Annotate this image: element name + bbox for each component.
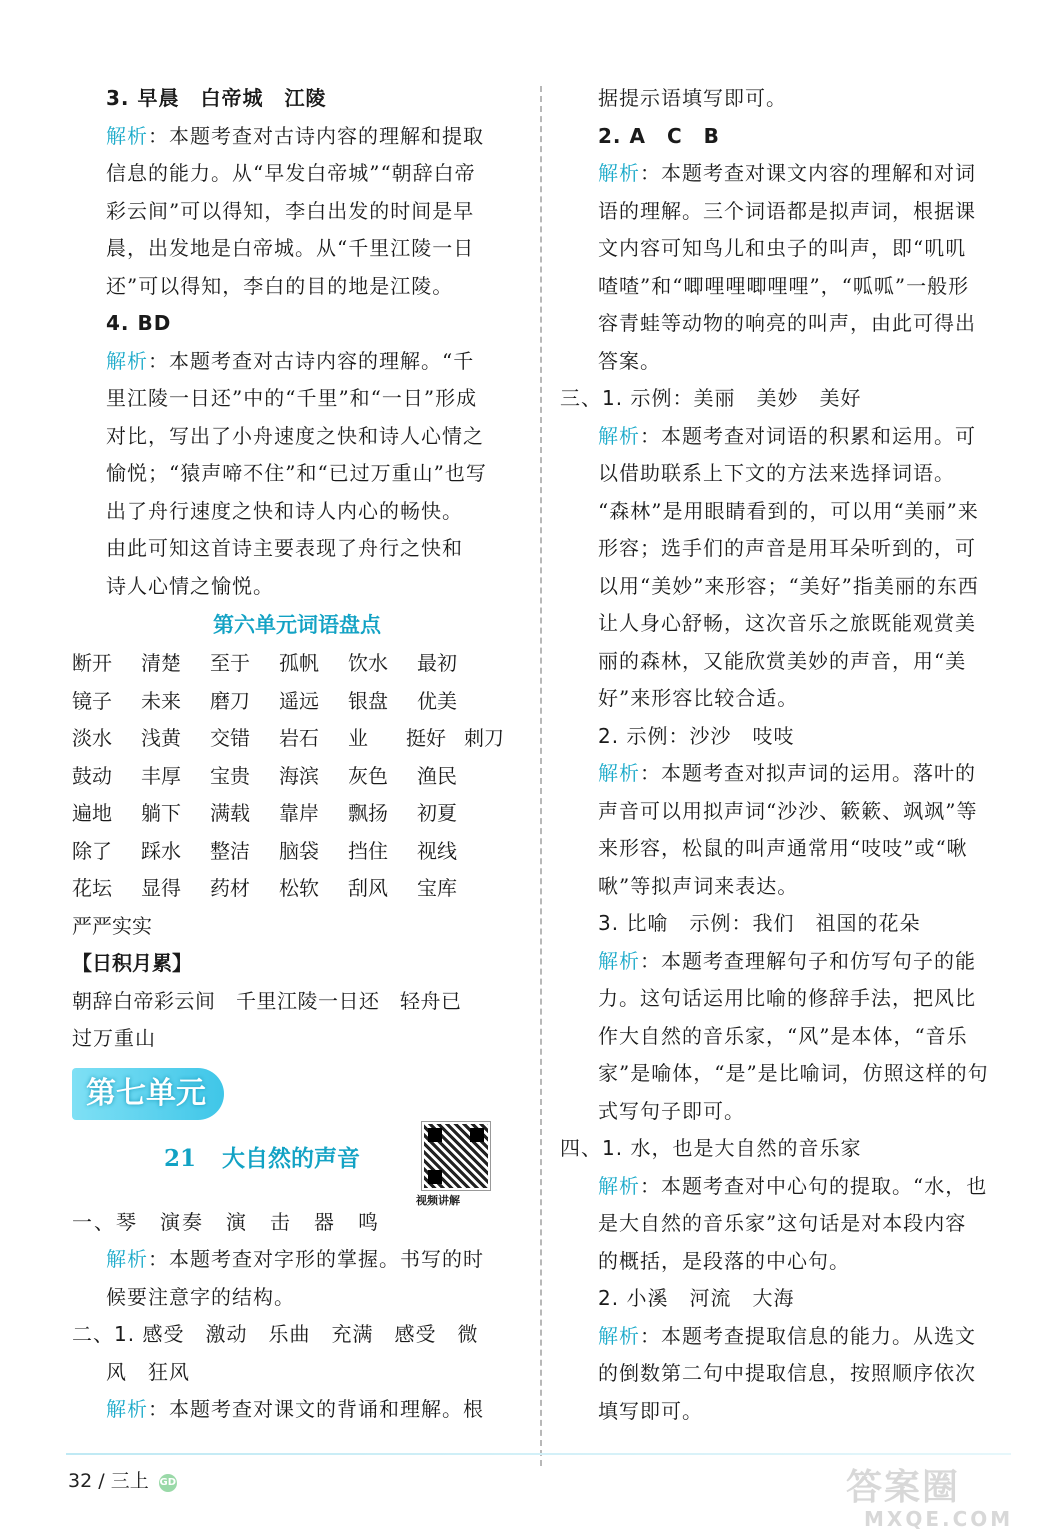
analysis-3-line: 信息的能力。从“早发白帝城”“朝辞白帝 [106,161,476,185]
vocab-word: 丰厚 [141,763,181,788]
analysis-line: 解析：本题考查对中心句的提取。“水，也 [598,1173,988,1198]
vocab-word: 花坛 [72,876,112,900]
analysis-line: 的倒数第二句中提取信息，按照顺序依次 [598,1361,976,1385]
section-1-analysis-line: 解析：本题考查对字形的掌握。书写的时 [106,1247,484,1271]
vocab-word: 镜子 [72,688,112,713]
daily-line: 过万重山 [72,1026,156,1050]
qr-label: 视频讲解 [416,1193,460,1207]
analysis-label: 解析 [106,1247,148,1271]
analysis-4-line: 对比，写出了小舟速度之快和诗人心情之 [106,423,484,448]
vocab-word: 最初 [417,651,457,675]
analysis-4-line: 出了舟行速度之快和诗人内心的畅快。 [106,498,463,523]
vocab-word: 业 [348,726,368,750]
page-number: 32 [68,1470,93,1492]
analysis-line: 语的理解。三个词语都是拟声词，根据课 [598,198,976,223]
analysis-line: 来形容，松鼠的叫声通常用“吱吱”或“啾 [598,836,968,860]
edition-badge-icon: GD [159,1474,177,1492]
unit-banner: 第七单元 [72,1068,224,1120]
vocab-word: 磨刀 [210,688,250,713]
continued-line: 据提示语填写即可。 [598,86,787,110]
analysis-3-line: 还”可以得知，李白的目的地是江陵。 [106,273,454,298]
analysis-line: 式写句子即可。 [598,1098,745,1123]
analysis-label: 解析 [106,1397,148,1421]
section-1-analysis-line: 候要注意字的结构。 [106,1284,295,1309]
vocab-word: 岩石 [279,726,319,750]
left-column [72,80,522,1429]
analysis-line: 让人身心舒畅，这次音乐之旅既能观赏美 [598,611,976,635]
section-3-answer-3: 3. 比喻 示例：我们 祖国的花朵 [598,911,921,935]
analysis-line: “森林”是用眼睛看到的，可以用“美丽”来 [598,498,979,523]
vocab-word: 饮水 [348,651,388,675]
vocab-word: 挺好 [406,726,446,750]
vocab-section-title: 第六单元词语盘点 [213,613,381,637]
analysis-label: 解析 [598,423,640,448]
watermark-url: MXQE.COM [864,1507,1014,1531]
section-2-analysis-line: 解析：本题考查对课文的背诵和理解。根 [106,1397,484,1421]
analysis-line: 形容；选手们的声音是用耳朵听到的，可 [598,536,976,560]
right-column [560,80,1012,1430]
analysis-3-line: 解析：本题考查对古诗内容的理解和提取 [106,123,484,148]
vocab-word: 未来 [141,688,181,713]
vocab-word: 视线 [417,838,457,863]
vocab-word: 严严实实 [72,913,152,938]
watermark-title: 答案圈 [846,1467,961,1508]
section-4-answer-1: 四、1. 水，也是大自然的音乐家 [560,1136,862,1160]
page-footer [68,1466,177,1493]
analysis-line: 文内容可知鸟儿和虫子的叫声，即“叽叽 [598,236,967,260]
vocab-word: 踩水 [141,838,181,863]
vocab-word: 躺下 [141,801,181,825]
analysis-3-line: 晨，出发地是白帝城。从“千里江陵一日 [106,236,475,260]
analysis-label: 解析 [106,348,148,373]
analysis-line: 解析：本题考查对课文内容的理解和对词 [598,161,976,185]
analysis-line: 声音可以用拟声词“沙沙、簌簌、飒飒”等 [598,798,978,823]
vocab-grid [72,645,522,945]
analysis-line: 解析：本题考查理解句子和仿写句子的能 [598,948,976,973]
vocab-word: 孤帆 [279,651,319,675]
analysis-line: 解析：本题考查对词语的积累和运用。可 [598,423,976,448]
analysis-label: 解析 [106,123,148,148]
vocab-word: 刺刀 [464,726,504,750]
analysis-line: 好”来形容比较合适。 [598,686,799,710]
vocab-word: 宝贵 [210,763,250,788]
section-2-answer: 风 狂风 [106,1359,190,1384]
vocab-word: 宝库 [417,876,457,900]
answer-3: 3. 早晨 白帝城 江陵 [106,86,327,110]
lesson-header [72,1120,522,1207]
vocab-word: 优美 [417,688,457,713]
vocab-word: 淡水 [72,726,112,750]
vocab-word: 松软 [279,876,319,900]
section-2-answer: 二、1. 感受 激动 乐曲 充满 感受 微 [72,1322,479,1346]
daily-line: 朝辞白帝彩云间 千里江陵一日还 轻舟已 [72,988,462,1013]
vocab-word: 鼓动 [72,763,112,788]
footer-separator: / [98,1470,105,1492]
analysis-4-line: 愉悦；“猿声啼不住”和“已过万重山”也写 [106,461,487,485]
vocab-word: 浅黄 [141,726,181,750]
vocab-word: 整洁 [210,838,250,863]
vocab-word: 挡住 [348,838,388,863]
analysis-label: 解析 [598,1173,640,1198]
analysis-line: 作大自然的音乐家，“风”是本体，“音乐 [598,1023,968,1048]
answer-4: 4. BD [106,311,172,335]
analysis-line: 以用“美妙”来形容；“美好”指美丽的东西 [598,573,979,598]
lesson-number: 21 [163,1144,196,1172]
analysis-4-line: 诗人心情之愉悦。 [106,573,274,598]
section-1-answer: 一、琴 演奏 演 击 器 鸣 [72,1209,380,1234]
vocab-word: 灰色 [348,763,388,788]
vocab-word: 初夏 [417,801,457,825]
vocab-word: 飘扬 [348,801,388,825]
analysis-line: 家”是喻体，“是”是比喻词，仿照这样的句 [598,1061,989,1085]
vocab-word: 除了 [72,838,112,863]
answer-2: 2. A C B [598,123,720,148]
analysis-line: 容青蛙等动物的响亮的叫声，由此可得出 [598,311,976,335]
analysis-line: 以借助联系上下文的方法来选择词语。 [598,461,955,485]
vocab-word: 交错 [210,726,250,750]
vocab-word: 满载 [210,801,250,825]
watermark [846,1468,1036,1532]
qr-code-icon[interactable] [422,1122,490,1190]
vocab-word: 银盘 [348,688,388,713]
vocab-word: 药材 [210,876,250,900]
analysis-4-line: 由此可知这首诗主要表现了舟行之快和 [106,536,463,560]
vocab-word: 显得 [141,876,181,900]
grade-label: 三上 [110,1470,149,1492]
analysis-4-line: 解析：本题考查对古诗内容的理解。“千 [106,348,475,373]
analysis-label: 解析 [598,161,640,185]
analysis-line: 解析：本题考查提取信息的能力。从选文 [598,1323,976,1348]
analysis-line: 是大自然的音乐家”这句话是对本段内容 [598,1211,967,1235]
daily-accumulation-title: 【日积月累】 [72,951,192,975]
vocab-word: 遥远 [279,688,319,713]
column-divider [540,86,542,1466]
vocab-word: 脑袋 [279,838,319,863]
analysis-4-line: 里江陵一日还”中的“千里”和“一日”形成 [106,386,478,410]
lesson-title [72,1140,452,1173]
analysis-label: 解析 [598,1323,640,1348]
analysis-label: 解析 [598,948,640,973]
analysis-line: 力。这句话运用比喻的修辞手法，把风比 [598,986,976,1010]
section-4-answer-2: 2. 小溪 河流 大海 [598,1286,795,1310]
vocab-word: 刮风 [348,876,388,900]
vocab-word: 清楚 [141,651,181,675]
lesson-name: 大自然的声音 [222,1145,360,1172]
section-3-answer-2: 2. 示例：沙沙 吱吱 [598,723,795,748]
vocab-word: 海滨 [279,763,319,788]
analysis-line: 丽的森林，又能欣赏美妙的声音，用“美 [598,648,967,673]
analysis-line: 填写即可。 [598,1398,703,1423]
analysis-line: 答案。 [598,348,661,373]
vocab-word: 渔民 [417,763,457,788]
analysis-label: 解析 [598,761,640,785]
vocab-word: 至于 [210,651,250,675]
analysis-line: 啾”等拟声词来表达。 [598,873,799,898]
analysis-line: 的概括，是段落的中心句。 [598,1248,850,1273]
vocab-word: 遍地 [72,801,112,825]
vocab-word: 靠岸 [279,801,319,825]
section-3-answer-1: 三、1. 示例：美丽 美妙 美好 [560,386,862,410]
analysis-3-line: 彩云间”可以得知，李白出发的时间是早 [106,198,475,223]
analysis-line: 喳喳”和“唧哩哩唧哩哩”，“呱呱”一般形 [598,273,970,298]
analysis-line: 解析：本题考查对拟声词的运用。落叶的 [598,761,976,785]
footer-rule [66,1453,1011,1455]
vocab-word: 断开 [72,651,112,675]
